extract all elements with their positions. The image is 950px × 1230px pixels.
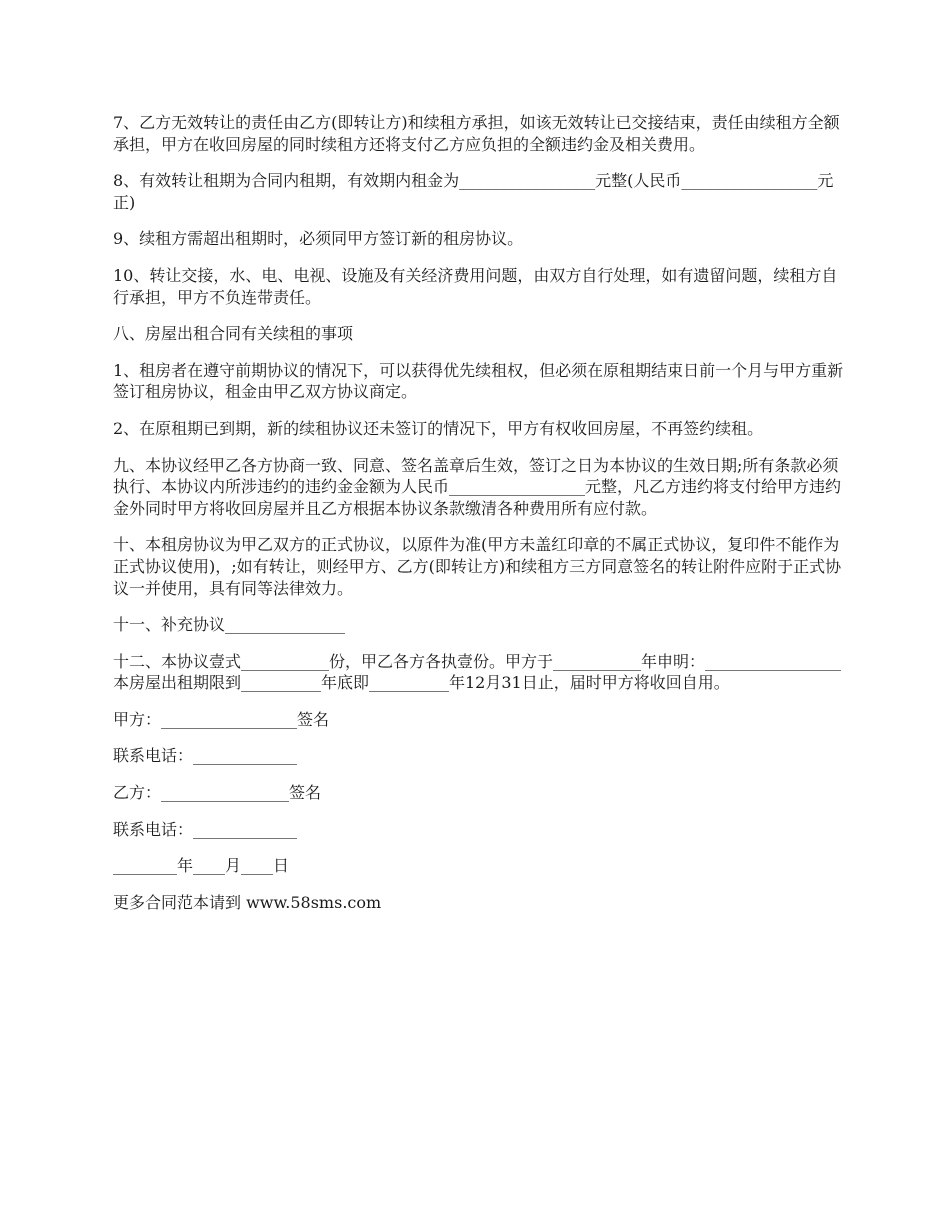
- signing-date: ________年____月____日: [113, 856, 290, 876]
- clause-10: 10、转让交接，水、电、电视、设施及有关经济费用问题，由双方自行处理，如有遗留问题，续租方自行承担，甲方不负连带责任。: [113, 265, 838, 307]
- renewal-clause-2: 2、在原租期已到期，新的续租协议还未签订的情况下，甲方有权收回房屋，不再签约续租。: [113, 418, 764, 438]
- section-12: 十二、本协议壹式___________份，甲乙各方各执壹份。甲方于___________年申明：_________________本房屋出租期限到__________年底即__________年12月31日止，届时甲方将收回自用。: [113, 651, 842, 693]
- contract-page: [113, 112, 848, 928]
- clause-7: 7、乙方无效转让的责任由乙方(即转让方)和续租方承担，如该无效转让已交接结束，责任由续租方全额承担，甲方在收回房屋的同时续租方还将支付乙方应负担的全额违约金及相关费用。: [113, 113, 840, 154]
- section-8-heading: 八、房屋出租合同有关续租的事项: [113, 324, 354, 344]
- section-10: 十、本租房协议为甲乙双方的正式协议，以原件为准(甲方未盖红印章的不属正式协议，复印件不能作为正式协议使用)，;如有转让，则经甲方、乙方(即转让方)和续租方三方同意签名的转让附件应附于正式协议一并使用，具有同等法律效力。: [113, 535, 842, 598]
- clause-8: 8、有效转让租期为合同内租期，有效期内租金为_________________元整(人民币_________________元正): [113, 171, 834, 212]
- party-b-phone: 联系电话：_____________: [113, 819, 298, 839]
- section-11-supplement: 十一、补充协议_______________: [113, 615, 346, 635]
- party-b-signature: 乙方：________________签名: [113, 783, 322, 803]
- party-a-signature: 甲方：_________________签名: [113, 709, 330, 729]
- clause-9: 9、续租方需超出租期时，必须同甲方签订新的租房协议。: [113, 229, 524, 249]
- party-a-phone: 联系电话：_____________: [113, 746, 298, 766]
- section-9: 九、本协议经甲乙各方协商一致、同意、签名盖章后生效，签订之日为本协议的生效日期;所有条款必须执行、本协议内所涉违约的违约金金额为人民币_________________元整，凡乙方违约将支付给甲方违约金外同时甲方将收回房屋并且乙方根据本协议条款缴清各种费用所有应付款。: [113, 455, 842, 518]
- footer-link-text: 更多合同范本请到 www.58sms.com: [113, 892, 382, 912]
- renewal-clause-1: 1、租房者在遵守前期协议的情况下，可以获得优先续租权，但必须在原租期结束日前一个月与甲方重新签订租房协议，租金由甲乙双方协议商定。: [113, 360, 844, 402]
